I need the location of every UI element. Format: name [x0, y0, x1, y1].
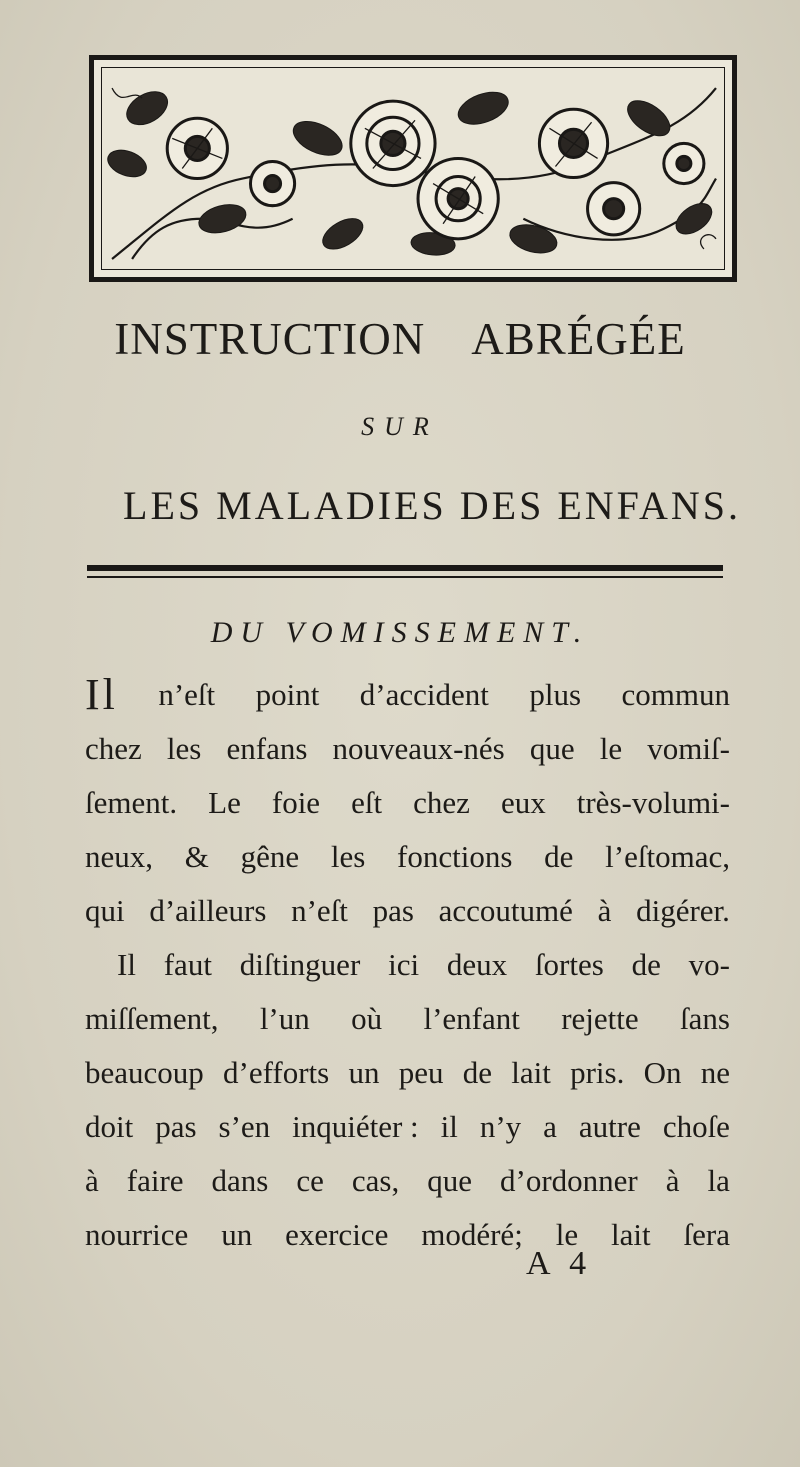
word: cas,	[351, 1163, 400, 1198]
word: accoutumé	[438, 893, 573, 928]
word: faire	[126, 1163, 184, 1198]
word: inquiéter :	[292, 1109, 419, 1144]
word: neux,	[85, 839, 154, 874]
title-line-1	[0, 313, 800, 365]
word: que	[427, 1163, 473, 1198]
word: pris.	[570, 1055, 625, 1090]
word: le	[555, 1217, 579, 1252]
word: eux	[500, 785, 546, 820]
word: n’y	[479, 1109, 522, 1144]
word: les	[166, 731, 202, 766]
word: d’efforts	[223, 1055, 330, 1090]
word: doit	[85, 1109, 134, 1144]
word: beaucoup	[85, 1055, 204, 1090]
word: ce	[296, 1163, 324, 1198]
signature-mark: A 4	[526, 1245, 593, 1282]
drop-cap-word: Il	[85, 670, 118, 719]
section-heading: DU VOMISSEMENT.	[210, 616, 590, 649]
title-line-2: SUR	[361, 412, 439, 441]
word: plus	[529, 677, 582, 712]
text-line	[85, 884, 730, 938]
word: dans	[211, 1163, 269, 1198]
word: peu	[398, 1055, 444, 1090]
text-line	[85, 668, 730, 722]
word: gêne	[240, 839, 300, 874]
word: pas	[155, 1109, 197, 1144]
body-text	[85, 668, 730, 1262]
text-line	[85, 1154, 730, 1208]
word: s’en	[218, 1109, 271, 1144]
text-line	[85, 1208, 730, 1262]
word: à	[85, 1163, 99, 1198]
word: modéré;	[421, 1217, 523, 1252]
word: un	[221, 1217, 253, 1252]
title-word-instruction: INSTRUCTION	[114, 314, 426, 364]
word: ne	[700, 1055, 730, 1090]
word: On	[643, 1055, 682, 1090]
word: vomiſ-	[647, 731, 730, 766]
word: Le	[208, 785, 241, 820]
word: chez	[85, 731, 142, 766]
word: faut	[163, 947, 212, 982]
word: d’ailleurs	[149, 893, 267, 928]
word: rejette	[561, 1001, 639, 1036]
word: n’eſt	[291, 893, 348, 928]
text-line	[85, 992, 730, 1046]
text-line	[85, 938, 730, 992]
word: enfans	[226, 731, 308, 766]
word: autre	[578, 1109, 641, 1144]
word: Il	[117, 947, 136, 982]
word: pas	[372, 893, 414, 928]
word: de	[544, 839, 574, 874]
word: chez	[413, 785, 470, 820]
word: d’accident	[359, 677, 489, 712]
floral-headpiece-ornament	[89, 55, 737, 282]
word: l’un	[259, 1001, 310, 1036]
word: deux	[446, 947, 508, 982]
word: ſera	[683, 1217, 730, 1252]
word: de	[631, 947, 661, 982]
word: lait	[611, 1217, 651, 1252]
title-word-abregee: ABRÉGÉE	[471, 314, 686, 364]
word: n’eſt	[158, 677, 216, 712]
text-line	[85, 830, 730, 884]
word: de	[462, 1055, 492, 1090]
word: la	[707, 1163, 730, 1198]
word: fonctions	[397, 839, 513, 874]
floral-engraving-icon	[102, 68, 724, 269]
ornament-inner-frame	[101, 67, 725, 270]
word: très-volumi-	[576, 785, 730, 820]
word: &	[184, 839, 209, 874]
word: a	[543, 1109, 557, 1144]
word: ſans	[680, 1001, 730, 1036]
text-line	[85, 1046, 730, 1100]
word: où	[351, 1001, 383, 1036]
word: à	[665, 1163, 680, 1198]
text-line	[85, 1100, 730, 1154]
word: eſt	[351, 785, 383, 820]
word: choſe	[662, 1109, 730, 1144]
word: foie	[271, 785, 321, 820]
word: vo-	[688, 947, 730, 982]
word: nourrice	[85, 1217, 189, 1252]
text-line	[85, 722, 730, 776]
word: diſtinguer	[239, 947, 361, 982]
word: d’ordonner	[500, 1163, 638, 1198]
word: que	[529, 731, 575, 766]
word: le	[599, 731, 623, 766]
word: il	[440, 1109, 458, 1144]
word: miſſement,	[85, 1001, 219, 1036]
word: l’eſtomac,	[605, 839, 730, 874]
word: ſement.	[85, 785, 178, 820]
word: lait	[511, 1055, 551, 1090]
word: exercice	[285, 1217, 389, 1252]
word: digérer.	[636, 893, 730, 928]
word: ſortes	[534, 947, 604, 982]
word: point	[255, 677, 320, 712]
word: qui	[85, 893, 125, 928]
word: un	[348, 1055, 380, 1090]
word: les	[330, 839, 366, 874]
double-rule-thick	[87, 565, 723, 571]
word: ici	[388, 947, 420, 982]
title-line-3: LES MALADIES DES ENFANS.	[123, 483, 741, 528]
word: nouveaux-nés	[332, 731, 505, 766]
word: à	[597, 893, 612, 928]
text-line	[85, 776, 730, 830]
word: l’enfant	[423, 1001, 520, 1036]
word: commun	[621, 677, 730, 712]
double-rule-thin	[87, 576, 723, 578]
